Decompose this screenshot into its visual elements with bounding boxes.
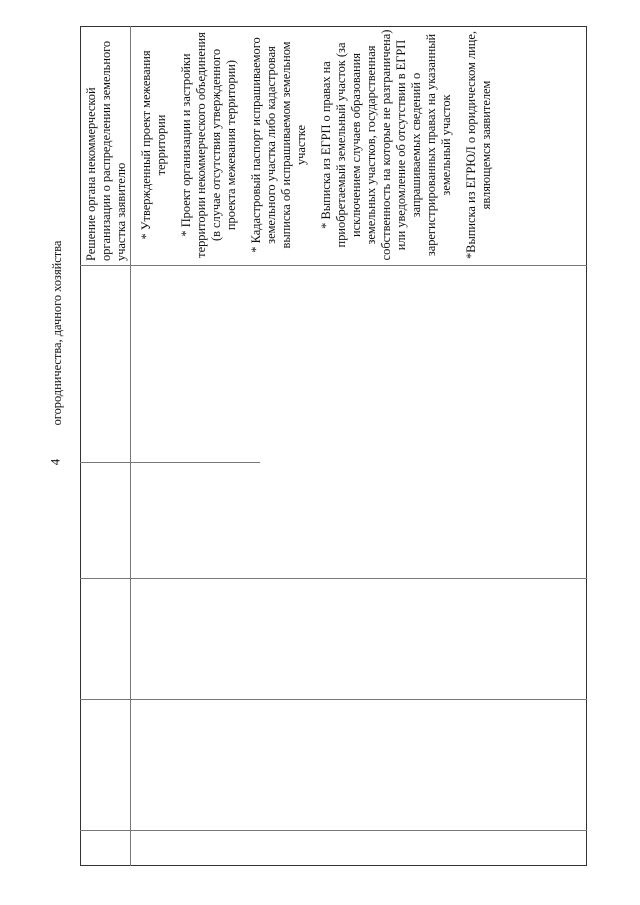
- category-text: огородничества, дачного хозяйства: [50, 240, 64, 426]
- column-divider-3: [80, 578, 587, 579]
- table-border-top: [80, 26, 587, 27]
- document-item: * Выписка из ЕГРП о правах на приобретаемый земельный участок (за исключением случаев образования земельных участков, государственная собственность на которые не разграничена) или уведомление об отсутствии в ЕГРП запрашиваемых сведений о зарегистрированных правах на указанный земельный участок: [319, 29, 453, 261]
- document-item: Решение органа некоммерческой организации о распределении земельного участка заявителю: [84, 40, 128, 261]
- page-number: 4: [47, 458, 63, 466]
- document-item: * Проект организации и застройки территории некоммерческого объединения (в случае отсутствия утвержденного проекта межевания территории): [179, 32, 238, 258]
- table-cell-documents: [84, 29, 584, 261]
- table-cell-category: [50, 238, 100, 428]
- column-divider-2: [80, 462, 260, 463]
- document-item: *Выписка из ЕГРЮЛ о юридическом лице, являющемся заявителем: [464, 30, 493, 260]
- column-divider-4: [80, 699, 587, 700]
- column-divider-5: [80, 830, 587, 831]
- table-border-bottom: [80, 865, 587, 866]
- document-item: * Утвержденный проект межевания территории: [139, 50, 168, 240]
- table-border-left: [80, 26, 81, 866]
- table-border-right: [586, 26, 587, 866]
- column-divider-1: [80, 265, 587, 266]
- document-item: * Кадастровый паспорт испрашиваемого земельного участка либо кадастровая выписка об испрашиваемом земельном участке: [249, 37, 308, 253]
